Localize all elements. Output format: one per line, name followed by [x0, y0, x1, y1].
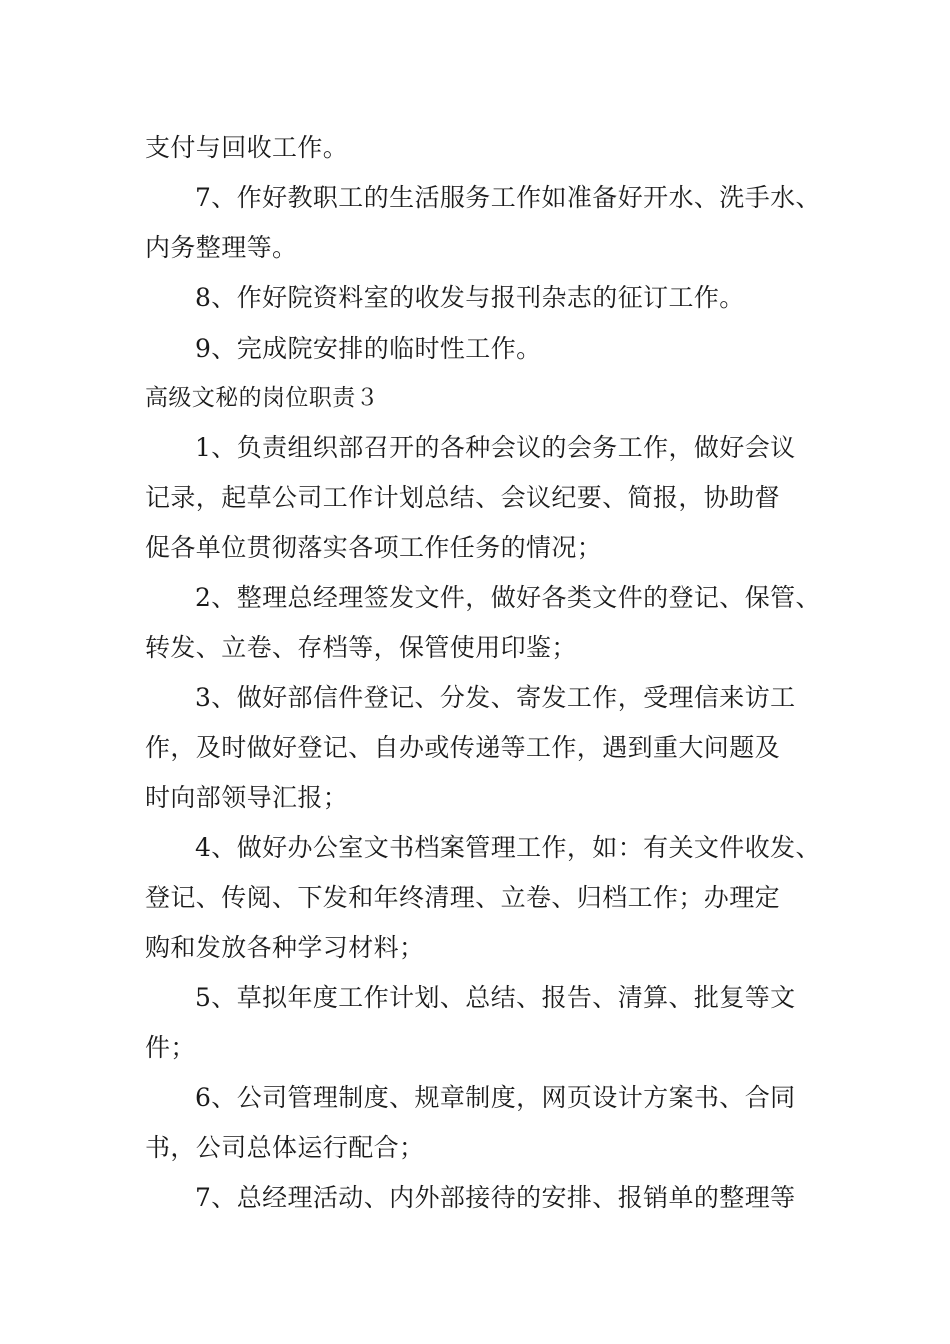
list-item-line: 7、作好教职工的生活服务工作如准备好开水、洗手水、	[195, 183, 821, 212]
paragraph-line: 时向部领导汇报；	[145, 783, 349, 812]
list-item-line: 3、做好部信件登记、分发、寄发工作，受理信来访工	[195, 683, 796, 712]
list-item-line: 4、做好办公室文书档案管理工作，如：有关文件收发、	[195, 833, 821, 862]
paragraph-line: 登记、传阅、下发和年终清理、立卷、归档工作；办理定	[145, 883, 781, 912]
paragraph-line: 作，及时做好登记、自办或传递等工作，遇到重大问题及	[145, 733, 781, 762]
paragraph-line: 记录，起草公司工作计划总结、会议纪要、简报，协助督	[145, 483, 781, 512]
paragraph-line: 支付与回收工作。	[145, 133, 349, 162]
paragraph-line: 书，公司总体运行配合；	[145, 1133, 425, 1162]
paragraph-line: 件；	[145, 1033, 196, 1062]
list-item-line: 1、负责组织部召开的各种会议的会务工作，做好会议	[195, 433, 796, 462]
list-item-line: 6、公司管理制度、规章制度，网页设计方案书、合同	[195, 1083, 796, 1112]
section-heading: 高级文秘的岗位职责３	[145, 385, 379, 411]
paragraph-line: 购和发放各种学习材料；	[145, 933, 425, 962]
list-item-line: 2、整理总经理签发文件，做好各类文件的登记、保管、	[195, 583, 821, 612]
list-item-line: 7、总经理活动、内外部接待的安排、报销单的整理等	[195, 1183, 796, 1212]
list-item-line: 9、完成院安排的临时性工作。	[195, 334, 542, 363]
list-item-line: 8、作好院资料室的收发与报刊杂志的征订工作。	[195, 283, 745, 312]
paragraph-line: 转发、立卷、存档等，保管使用印鉴；	[145, 633, 577, 662]
paragraph-line: 内务整理等。	[145, 233, 298, 262]
list-item-line: 5、草拟年度工作计划、总结、报告、清算、批复等文	[195, 983, 796, 1012]
paragraph-line: 促各单位贯彻落实各项工作任务的情况；	[145, 533, 603, 562]
